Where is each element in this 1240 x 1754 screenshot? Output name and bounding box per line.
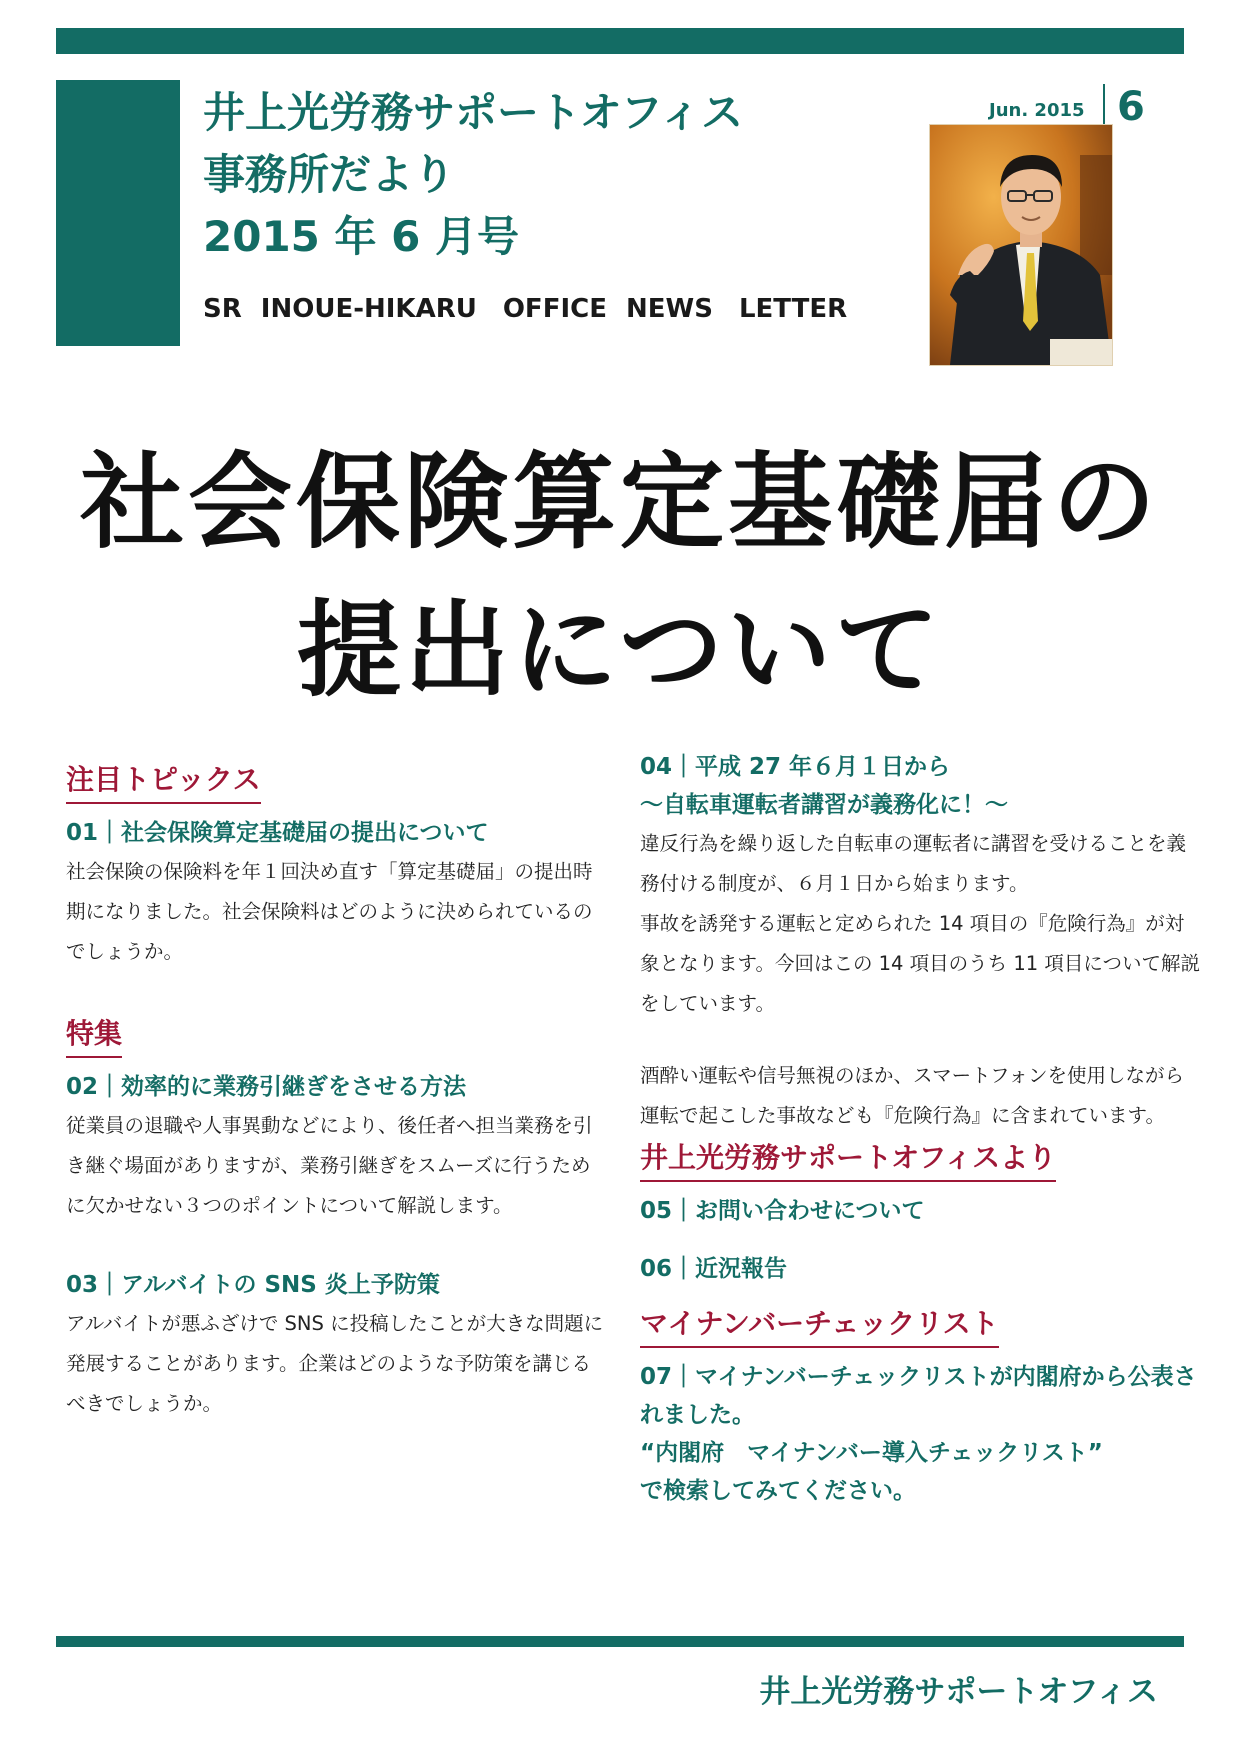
masthead-accent-block	[56, 80, 180, 346]
item-06-title: 06｜近況報告	[640, 1256, 788, 1282]
issue-date: Jun. 2015	[989, 100, 1085, 121]
item-02-body: 従業員の退職や人事異動などにより、後任者へ担当業務を引き継ぐ場面がありますが、業務引継ぎをスムーズに行うために欠かせない３つのポイントについて解説します。	[66, 1114, 593, 1217]
issue-title: 2015 年 6 月号	[203, 212, 519, 261]
right-column	[640, 748, 1200, 1510]
item-01-body: 社会保険の保険料を年１回決め直す「算定基礎届」の提出時期になりました。社会保険料はどのように決められているのでしょうか。	[66, 860, 593, 963]
item-07-search-line-1: “内閣府 マイナンバー導入チェックリスト”	[640, 1440, 1103, 1466]
portrait-photo	[929, 124, 1113, 366]
masthead	[203, 82, 848, 325]
headline-line-1: 社会保険算定基礎届の	[79, 441, 1160, 563]
item-05-title: 05｜お問い合わせについて	[640, 1198, 925, 1224]
top-accent-bar	[56, 28, 1184, 54]
item-04-title-line-2: ～自転車運転者講習が義務化に！～	[640, 792, 1008, 818]
bottom-accent-bar	[56, 1636, 1184, 1647]
issue-divider	[1103, 84, 1105, 124]
item-02-title: 02｜効率的に業務引継ぎをさせる方法	[66, 1074, 467, 1100]
section-title-office: 井上光労務サポートオフィスより	[640, 1136, 1056, 1182]
item-03-title: 03｜アルバイトの SNS 炎上予防策	[66, 1272, 440, 1298]
footer-office-name: 井上光労務サポートオフィス	[759, 1674, 1158, 1710]
item-04-body-2: 事故を誘発する運転と定められた 14 項目の『危険行為』が対象となります。今回はこの 14 項目のうち 11 項目について解説をしています。	[640, 912, 1200, 1015]
item-04-body-1: 違反行為を繰り返した自転車の運転者に講習を受けることを義務付ける制度が、６月１日から始まります。	[640, 832, 1187, 895]
item-04-title-line-1: 04｜平成 27 年６月１日から	[640, 754, 951, 780]
section-title-feature: 特集	[66, 1012, 122, 1058]
issue-number: 6	[1117, 84, 1145, 130]
portrait-illustration	[930, 125, 1112, 365]
english-subtitle: SR INOUE-HIKARU OFFICE NEWS LETTER	[203, 294, 848, 324]
headline-line-2: 提出について	[297, 589, 943, 711]
office-title: 井上光労務サポートオフィス	[203, 88, 744, 137]
section-title-topics: 注目トピックス	[66, 758, 261, 804]
left-column	[66, 758, 606, 1424]
item-04-body-3: 酒酔い運転や信号無視のほか、スマートフォンを使用しながら運転で起こした事故なども『危険行為』に含まれています。	[640, 1064, 1185, 1127]
section-title-mynumber: マイナンバーチェックリスト	[640, 1302, 999, 1348]
item-07-search-line-2: で検索してみてください。	[640, 1478, 916, 1504]
main-headline	[0, 428, 1240, 724]
item-03-body: アルバイトが悪ふざけで SNS に投稿したことが大きな問題に発展することがあります。企業はどのような予防策を講じるべきでしょうか。	[66, 1312, 604, 1415]
newsletter-title: 事務所だより	[203, 150, 456, 199]
item-07-title: 07｜マイナンバーチェックリストが内閣府から公表されました。	[640, 1364, 1197, 1428]
item-01-title: 01｜社会保険算定基礎届の提出について	[66, 820, 489, 846]
